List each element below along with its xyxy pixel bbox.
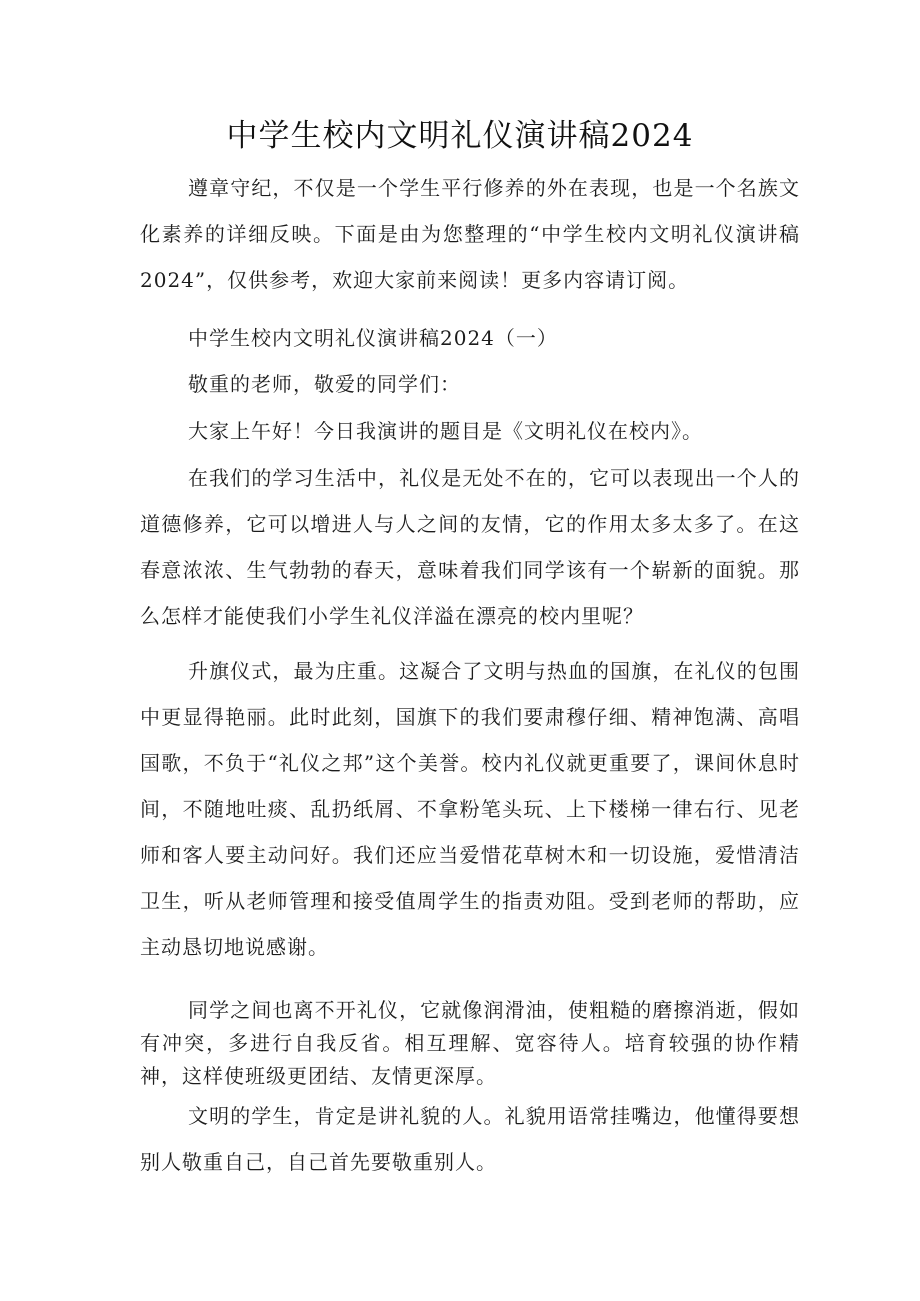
salutation: 敬重的老师，敬爱的同学们： [188,372,461,396]
opening-line: 大家上午好！今日我演讲的题目是《文明礼仪在校内》。 [188,419,703,443]
body-paragraph-4: 文明的学生，肯定是讲礼貌的人。礼貌用语常挂嘴边，他懂得要想别人敬重自己，自己首先要敬重别人。 [140,1104,800,1174]
body-paragraph-2: 升旗仪式，最为庄重。这凝合了文明与热血的国旗，在礼仪的包围中更显得艳丽。此时此刻，国旗下的我们要肃穆仔细、精神饱满、高唱国歌，不负于“礼仪之邦”这个美誉。校内礼仪就更重要了，课间休息时间，不随地吐痰、乱扔纸屑、不拿粉笔头玩、上下楼梯一律右行、见老师和客人要主动问好。我们还应当爱惜花草树木和一切设施，爱惜清洁卫生，听从老师管理和接受值周学生的指责劝阻。受到老师的帮助，应主动恳切地说感谢。 [140,659,800,959]
body-paragraph-3: 同学之间也离不开礼仪，它就像润滑油，使粗糙的磨擦消逝，假如有冲突，多进行自我反省。相互理解、宽容待人。培育较强的协作精神，这样使班级更团结、友情更深厚。 [140,998,800,1088]
document-title: 中学生校内文明礼仪演讲稿2024 [226,118,694,154]
body-paragraph-1: 在我们的学习生活中，礼仪是无处不在的，它可以表现出一个人的道德修养，它可以增进人与人之间的友情，它的作用太多太多了。在这春意浓浓、生气勃勃的春天，意味着我们同学该有一个崭新的面貌。那么怎样才能使我们小学生礼仪洋溢在漂亮的校内里呢？ [140,466,800,628]
section-heading: 中学生校内文明礼仪演讲稿2024（一） [188,326,558,350]
intro-paragraph: 遵章守纪，不仅是一个学生平行修养的外在表现，也是一个名族文化素养的详细反映。下面是由为您整理的“中学生校内文明礼仪演讲稿2024”，仅供参考，欢迎大家前来阅读！更多内容请订阅。 [140,176,800,292]
